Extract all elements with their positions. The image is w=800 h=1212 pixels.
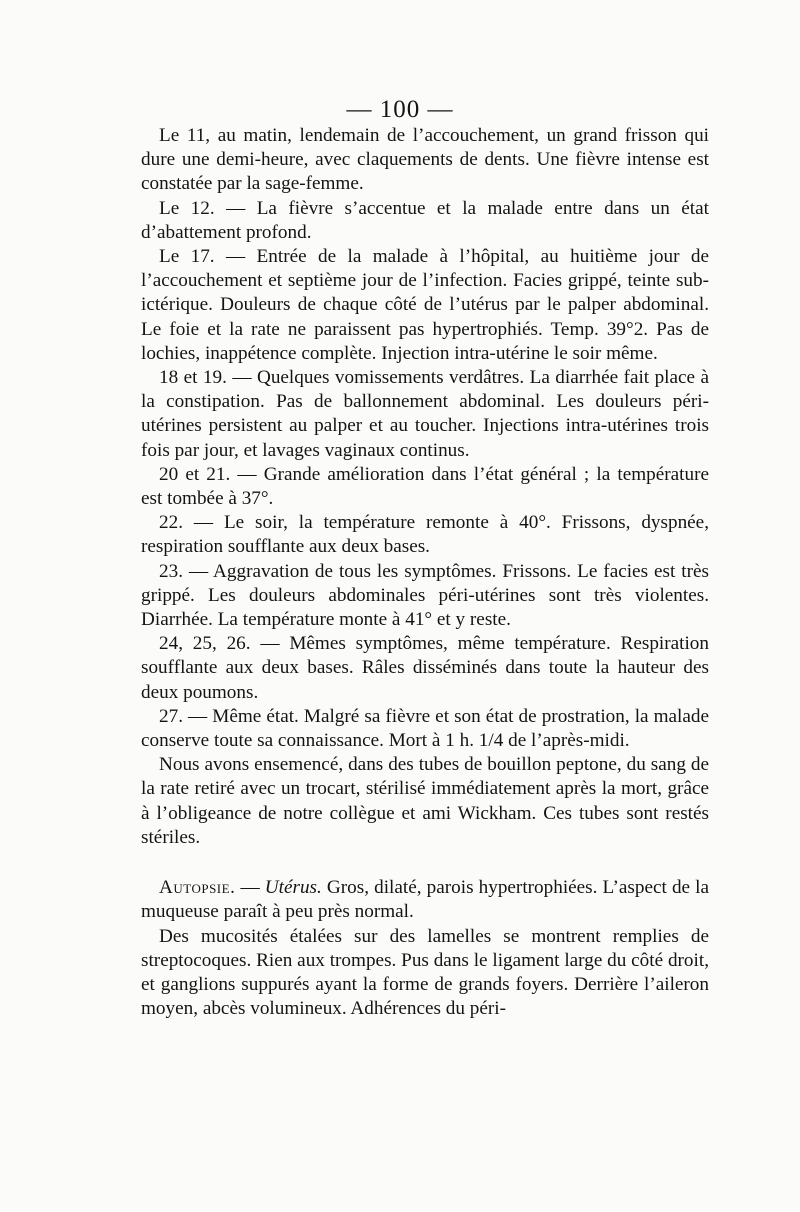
body-text	[141, 124, 709, 1021]
autopsy-dash: —	[235, 877, 265, 899]
paragraph-27: 27. — Même état. Malgré sa fièvre et son état de prostration, la malade conserve toute sa connaissance. Mort à 1 h. 1/4 de l’après-midi.	[141, 705, 709, 752]
autopsy-organ: Utérus.	[264, 877, 322, 899]
paragraph-le-17: Le 17. — Entrée de la malade à l’hôpital, au huitième jour de l’accouchement et septième jour de l’infection. Facies grippé, teinte sub-ictérique. Douleurs de chaque côté de l’utérus par le palper abdominal. Le foie et la rate ne paraissent pas hypertrophiés. Temp. 39°2. Pas de lochies, inappétence complète. Injection intra-utérine le soir même.	[141, 246, 709, 364]
paragraph-le-12: Le 12. — La fièvre s’accentue et la malade entre dans un état d’abattement profond.	[141, 197, 709, 243]
autopsy-text: Gros, dilaté, parois hypertrophiées. L’aspect de la muqueuse paraît à peu près normal.	[141, 877, 710, 923]
paragraph-24-25-26: 24, 25, 26. — Mêmes symptômes, même température. Respiration soufflante aux deux bases. Râles disséminés dans toute la hauteur des deux poumons.	[141, 633, 709, 703]
paragraph-autopsie	[141, 876, 709, 924]
paragraph-mucosites: Des mucosités étalées sur des lamelles se montrent remplies de streptocoques. Rien aux trompes. Pus dans le ligament large du côté droit, et ganglions suppurés ayant la forme de grands foyers. Derrière l’aileron moyen, abcès volumineux. Adhérences du péri-	[141, 925, 709, 1020]
section-gap	[141, 850, 709, 876]
paragraph-23: 23. — Aggravation de tous les symptômes. Frissons. Le facies est très grippé. Les douleurs abdominales péri-utérines sont très violentes. Diarrhée. La température monte à 41° et y reste.	[141, 560, 709, 631]
autopsy-label: Autopsie.	[159, 877, 236, 899]
paragraph-ensemencement: Nous avons ensemencé, dans des tubes de bouillon peptone, du sang de la rate retiré avec un trocart, stérilisé immédiatement après la mort, grâce à l’obligeance de notre collègue et ami Wickham. Ces tubes sont restés stériles.	[141, 754, 709, 848]
page-number: — 100 —	[346, 96, 454, 123]
paragraph-18-19: 18 et 19. — Quelques vomissements verdâtres. La diarrhée fait place à la constipation. Pas de ballonnement abdominal. Les douleurs péri-utérines persistent au palper et au toucher. Injections intra-utérines trois fois par jour, et lavages vaginaux continus.	[141, 367, 709, 461]
paragraph-20-21: 20 et 21. — Grande amélioration dans l’état général ; la température est tombée à 37°.	[141, 463, 709, 510]
paragraph-22: 22. — Le soir, la température remonte à 40°. Frissons, dyspnée, respiration soufflante aux deux bases.	[141, 512, 709, 558]
paragraph-le-11: Le 11, au matin, lendemain de l’accouchement, un grand frisson qui dure une demi-heure, avec claquements de dents. Une fièvre intense est constatée par la sage-femme.	[141, 125, 709, 195]
